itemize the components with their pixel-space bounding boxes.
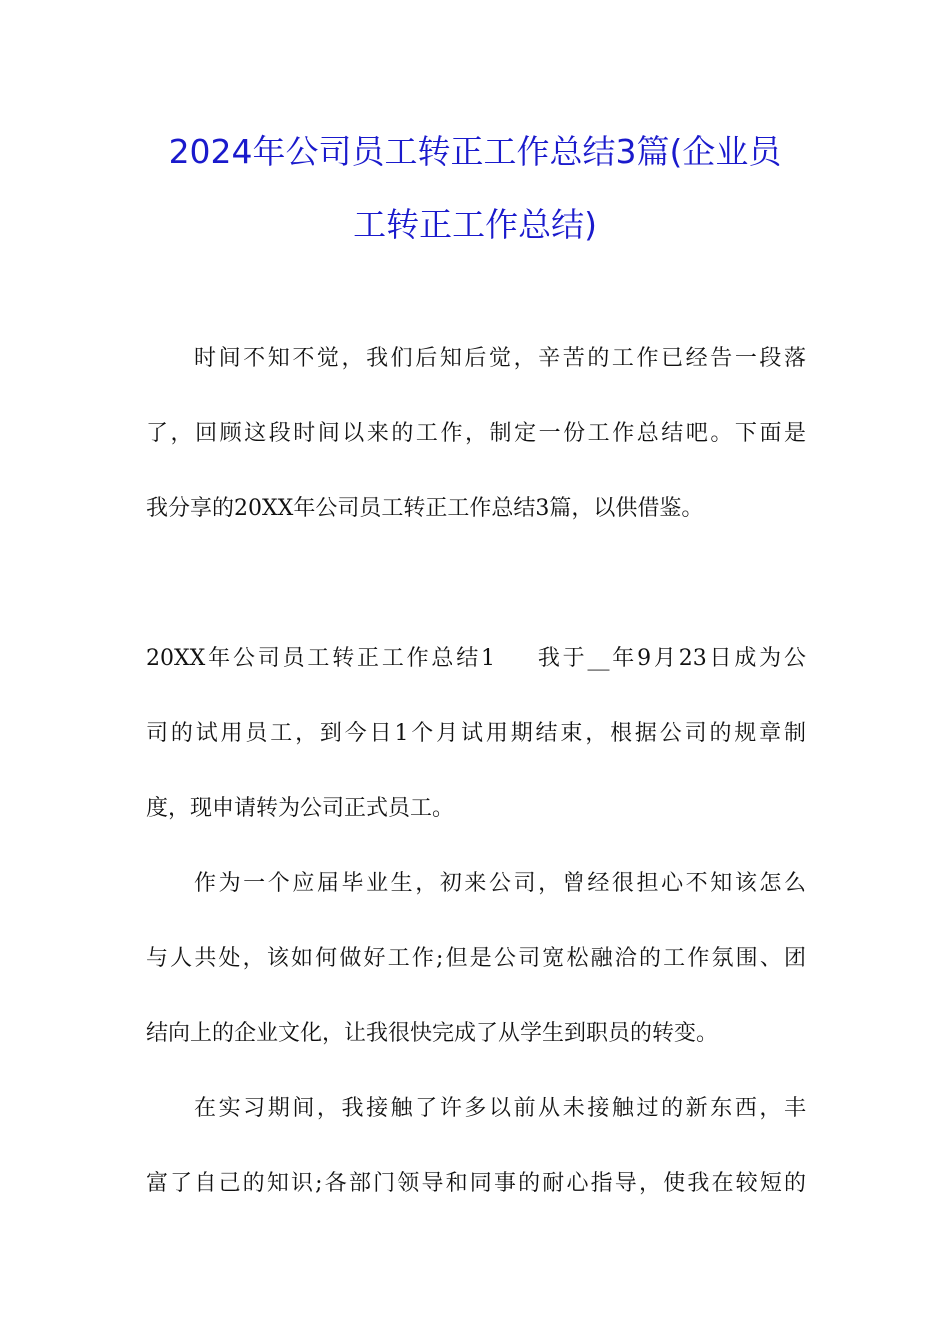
- intro-line-3: 我分享的20XX年公司员工转正工作总结3篇，以供借鉴。: [146, 496, 704, 521]
- section-1-line-3: 度，现申请转为公司正式员工。: [146, 796, 455, 821]
- intro-line-1: 时间不知不觉，我们后知后觉，辛苦的工作已经告一段落: [194, 346, 806, 371]
- paragraph-2-line-1: 作为一个应届毕业生，初来公司，曾经很担心不知该怎么: [194, 871, 806, 896]
- intro-line-2: 了，回顾这段时间以来的工作，制定一份工作总结吧。下面是: [146, 421, 806, 446]
- document-title-line-1: 2024年公司员工转正工作总结3篇(企业员: [168, 132, 782, 171]
- section-1-line-2: 司的试用员工，到今日1个月试用期结束，根据公司的规章制: [146, 721, 806, 746]
- section-1-heading: 20XX年公司员工转正工作总结1: [146, 646, 496, 671]
- paragraph-3-line-1: 在实习期间，我接触了许多以前从未接触过的新东西，丰: [194, 1096, 806, 1121]
- paragraph-3-line-2: 富了自己的知识;各部门领导和同事的耐心指导，使我在较短的: [146, 1171, 806, 1196]
- section-1-line-1-text: 我于__年9月23日成为公: [535, 646, 806, 671]
- document-title-line-2: 工转正工作总结): [353, 205, 597, 244]
- paragraph-2-line-2: 与人共处，该如何做好工作;但是公司宽松融洽的工作氛围、团: [146, 946, 806, 971]
- paragraph-2-line-3: 结向上的企业文化，让我很快完成了从学生到职员的转变。: [146, 1021, 719, 1046]
- section-1-first-line: [146, 644, 806, 674]
